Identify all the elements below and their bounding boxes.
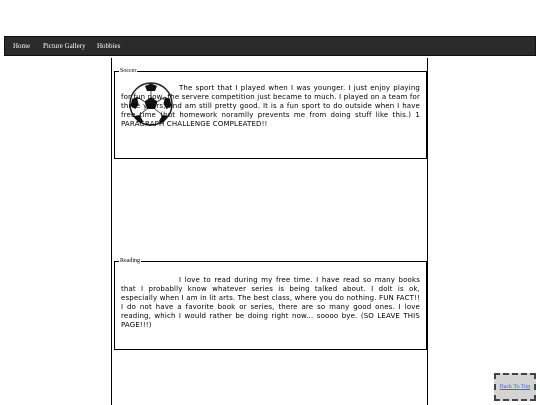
reading-section xyxy=(114,258,427,350)
soccer-section xyxy=(114,68,427,159)
soccer-section-text: The sport that I played when I was younger. I just enjoy playing for fun now, the servere competition just became to much. I played on a team for three years, and am still pretty good. It is a fun sport to do outside when I have free time (but homework noramlly prevents me from doing stuff like this.) 1 PARAGRAPH CHALLENGE COMPLEATED!! xyxy=(121,84,420,128)
reading-section-text: I love to read during my free time. I have read so many books that I probablly know whatever series is being talked about. I dolt is ok, especially when I am in lit arts. The best class, where you do nothing. FUN FACT!! I do not have a favorite book or series, there are so many good ones. I love reading, which I would rather be doing right now... soooo bye. (SO LEAVE THIS PAGE!!!) xyxy=(121,276,420,329)
reading-section-legend: Reading xyxy=(120,258,140,264)
soccer-section-legend: Soccer xyxy=(120,68,137,74)
content-column xyxy=(111,58,428,405)
back-to-top-button[interactable] xyxy=(494,373,536,401)
back-to-top-link[interactable]: Back To Top xyxy=(499,384,531,390)
top-navigation-bar xyxy=(4,36,536,56)
nav-link-picture-gallery[interactable]: Picture Gallery xyxy=(43,42,86,50)
nav-link-hobbies[interactable]: Hobbies xyxy=(97,42,121,50)
nav-link-home[interactable]: Home xyxy=(13,42,31,50)
